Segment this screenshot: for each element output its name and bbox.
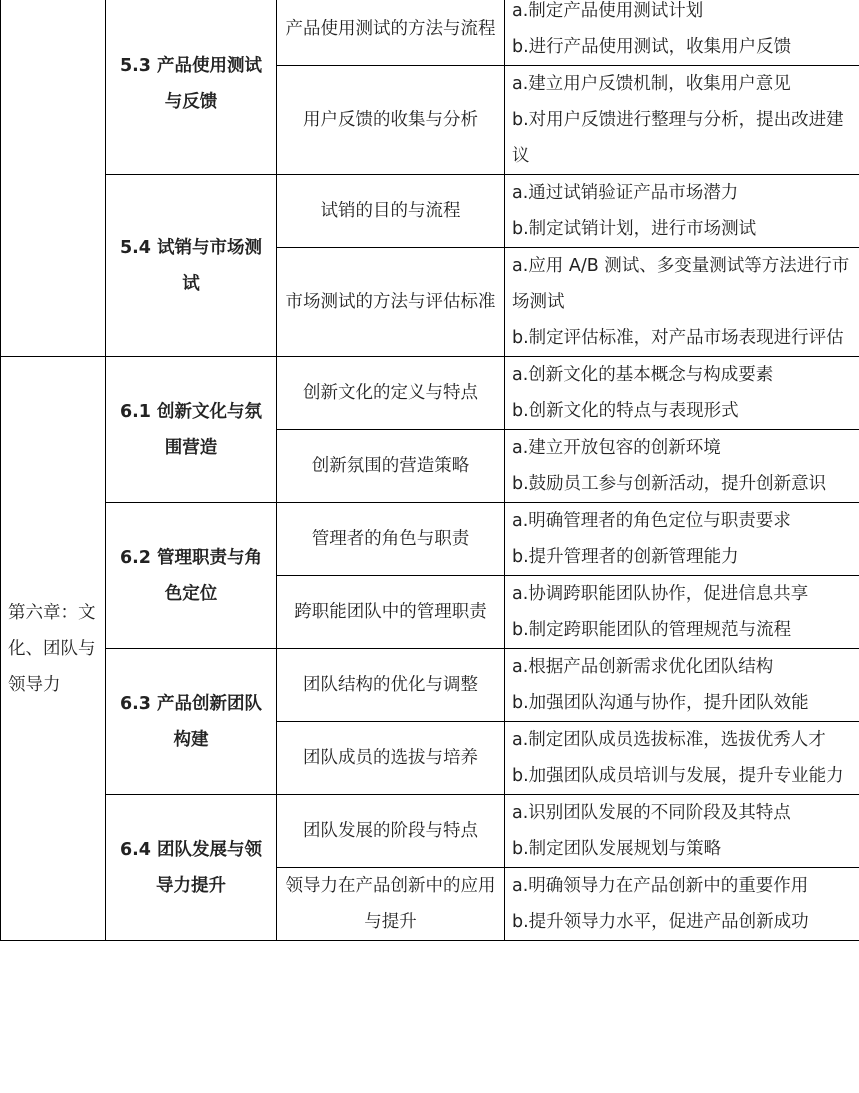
table-row bbox=[1, 649, 859, 722]
point-item: b.制定评估标准，对产品市场表现进行评估 bbox=[512, 328, 844, 348]
point-item: a.制定团队成员选拔标准，选拔优秀人才 bbox=[512, 730, 826, 750]
table-row bbox=[1, 357, 859, 430]
points-cell bbox=[505, 576, 859, 649]
chapter-cell bbox=[1, 0, 106, 357]
points-cell bbox=[505, 795, 859, 868]
points-cell bbox=[505, 722, 859, 795]
chapter-cell: 第六章：文化、团队与领导力 bbox=[1, 357, 106, 941]
points-cell bbox=[505, 868, 859, 941]
topic-cell: 团队发展的阶段与特点 bbox=[277, 795, 505, 868]
point-item: a.通过试销验证产品市场潜力 bbox=[512, 183, 739, 203]
point-item: b.加强团队沟通与协作，提升团队效能 bbox=[512, 693, 809, 713]
point-item: a.应用 A/B 测试、多变量测试等方法进行市场测试 bbox=[512, 256, 850, 312]
section-title: 5.4 试销与市场测试 bbox=[106, 175, 277, 357]
point-item: b.创新文化的特点与表现形式 bbox=[512, 401, 739, 421]
points-cell bbox=[505, 649, 859, 722]
point-item: a.协调跨职能团队协作，促进信息共享 bbox=[512, 584, 809, 604]
point-item: b.加强团队成员培训与发展，提升专业能力 bbox=[512, 766, 844, 786]
point-item: b.鼓励员工参与创新活动，提升创新意识 bbox=[512, 474, 827, 494]
topic-cell: 创新文化的定义与特点 bbox=[277, 357, 505, 430]
point-item: a.根据产品创新需求优化团队结构 bbox=[512, 657, 774, 677]
section-title: 6.3 产品创新团队构建 bbox=[106, 649, 277, 795]
topic-cell: 跨职能团队中的管理职责 bbox=[277, 576, 505, 649]
topic-cell: 领导力在产品创新中的应用与提升 bbox=[277, 868, 505, 941]
topic-cell: 创新氛围的营造策略 bbox=[277, 430, 505, 503]
point-item: b.提升领导力水平，促进产品创新成功 bbox=[512, 912, 809, 932]
table-row bbox=[1, 503, 859, 576]
point-item: b.制定试销计划，进行市场测试 bbox=[512, 219, 757, 239]
point-item: a.明确管理者的角色定位与职责要求 bbox=[512, 511, 791, 531]
points-cell bbox=[505, 248, 859, 357]
point-item: a.创新文化的基本概念与构成要素 bbox=[512, 365, 774, 385]
point-item: a.制定产品使用测试计划 bbox=[512, 1, 704, 21]
topic-cell: 用户反馈的收集与分析 bbox=[277, 66, 505, 175]
point-item: b.制定跨职能团队的管理规范与流程 bbox=[512, 620, 792, 640]
points-cell bbox=[505, 503, 859, 576]
section-title: 5.3 产品使用测试与反馈 bbox=[106, 0, 277, 175]
point-item: a.建立用户反馈机制，收集用户意见 bbox=[512, 74, 791, 94]
section-title: 6.2 管理职责与角色定位 bbox=[106, 503, 277, 649]
point-item: a.识别团队发展的不同阶段及其特点 bbox=[512, 803, 791, 823]
points-cell bbox=[505, 175, 859, 248]
point-item: b.提升管理者的创新管理能力 bbox=[512, 547, 739, 567]
point-item: b.对用户反馈进行整理与分析，提出改进建议 bbox=[512, 110, 844, 166]
table-row bbox=[1, 175, 859, 248]
points-cell bbox=[505, 66, 859, 175]
section-title: 6.4 团队发展与领导力提升 bbox=[106, 795, 277, 941]
table-row bbox=[1, 795, 859, 868]
topic-cell: 市场测试的方法与评估标准 bbox=[277, 248, 505, 357]
point-item: a.明确领导力在产品创新中的重要作用 bbox=[512, 876, 809, 896]
table-row bbox=[1, 0, 859, 66]
points-cell bbox=[505, 430, 859, 503]
topic-cell: 试销的目的与流程 bbox=[277, 175, 505, 248]
points-cell bbox=[505, 357, 859, 430]
topic-cell: 管理者的角色与职责 bbox=[277, 503, 505, 576]
topic-cell: 团队成员的选拔与培养 bbox=[277, 722, 505, 795]
topic-cell: 产品使用测试的方法与流程 bbox=[277, 0, 505, 66]
point-item: b.进行产品使用测试，收集用户反馈 bbox=[512, 37, 792, 57]
section-title: 6.1 创新文化与氛围营造 bbox=[106, 357, 277, 503]
topic-cell: 团队结构的优化与调整 bbox=[277, 649, 505, 722]
points-cell bbox=[505, 0, 859, 66]
point-item: a.建立开放包容的创新环境 bbox=[512, 438, 721, 458]
point-item: b.制定团队发展规划与策略 bbox=[512, 839, 722, 859]
